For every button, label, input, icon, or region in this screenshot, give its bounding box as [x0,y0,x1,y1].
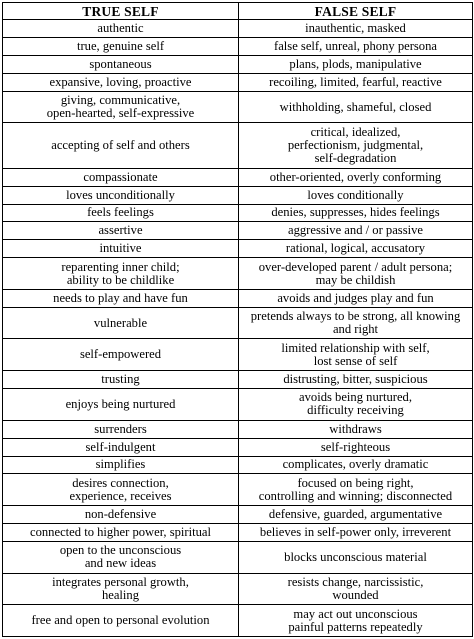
table-row [3,420,473,438]
false-self-cell [239,258,473,290]
false-self-cell [239,307,473,339]
false-self-cell [239,456,473,474]
false-self-text: self-righteous [320,439,391,454]
true-self-text: reparenting inner child; ability to be childlike [61,259,180,287]
true-self-text: desires connection, experience, receives [69,475,172,503]
table-row [3,573,473,605]
true-self-text: self-indulgent [85,439,156,454]
true-self-cell [3,186,239,204]
false-self-cell [239,37,473,55]
true-self-text: accepting of self and others [51,138,190,152]
false-self-text: defensive, guarded, argumentative [268,507,443,522]
true-self-cell [3,524,239,542]
true-self-cell [3,20,239,38]
false-self-cell [239,20,473,38]
table-body [3,20,473,637]
table-row [3,371,473,389]
false-self-text: rational, logical, accusatory [285,241,426,256]
true-self-text: simplifies [95,457,146,472]
table-row [3,55,473,73]
table-row [3,258,473,290]
false-self-cell [239,389,473,421]
table-row [3,605,473,637]
table-row [3,222,473,240]
true-self-text: feels feelings [87,205,154,220]
table-row [3,541,473,573]
false-self-cell [239,204,473,222]
table-row [3,524,473,542]
false-self-text: withdraws [329,421,382,436]
false-self-text: loves conditionally [307,187,404,202]
false-self-text: focused on being right, controlling and winning; disconnected [258,475,453,503]
false-self-text: pretends always to be strong, all knowing and right [250,309,461,337]
true-self-text: needs to play and have fun [53,290,188,305]
false-self-text: recoiling, limited, fearful, reactive [269,74,442,89]
true-false-self-table [2,2,473,637]
false-self-cell [239,73,473,91]
table-row [3,456,473,474]
true-self-cell [3,307,239,339]
false-self-cell [239,339,473,371]
true-self-cell [3,168,239,186]
true-self-cell [3,339,239,371]
table-row [3,506,473,524]
table-row [3,204,473,222]
false-self-cell [239,438,473,456]
false-self-text: false self, unreal, phony persona [274,38,437,53]
true-self-text: intuitive [99,241,142,256]
table-row [3,438,473,456]
true-self-text: expansive, loving, proactive [49,74,192,89]
table-row [3,240,473,258]
table-row [3,339,473,371]
table-row [3,91,473,123]
table-row [3,37,473,55]
false-self-cell [239,524,473,542]
false-self-text: aggressive and / or passive [288,223,423,238]
table-row [3,123,473,168]
false-self-cell [239,240,473,258]
false-self-cell [239,55,473,73]
false-self-cell [239,506,473,524]
false-self-text: complicates, overly dramatic [282,457,429,472]
header-false-self: FALSE SELF [239,3,473,20]
true-self-cell [3,541,239,573]
true-self-text: spontaneous [89,56,152,71]
false-self-text: withholding, shameful, closed [279,99,432,114]
false-self-cell [239,91,473,123]
true-self-text: compassionate [83,169,158,184]
true-self-text: trusting [101,372,140,387]
true-self-text: authentic [97,20,144,35]
true-self-cell [3,222,239,240]
table-row [3,307,473,339]
true-self-cell [3,123,239,168]
header-true-self: TRUE SELF [3,3,239,20]
true-self-cell [3,55,239,73]
true-self-cell [3,573,239,605]
true-self-text: surrenders [94,421,147,436]
true-self-cell [3,506,239,524]
true-self-text: self-empowered [79,347,162,362]
false-self-cell [239,420,473,438]
false-self-cell [239,186,473,204]
table-row [3,168,473,186]
true-self-cell [3,73,239,91]
false-self-text: distrusting, bitter, suspicious [283,372,428,387]
false-self-cell [239,168,473,186]
false-self-text: may act out unconscious painful patterns repeatedly [288,606,423,634]
false-self-cell [239,541,473,573]
true-self-cell [3,37,239,55]
true-self-cell [3,204,239,222]
true-self-cell [3,456,239,474]
false-self-text: blocks unconscious material [284,549,427,564]
true-self-text: open to the unconscious and new ideas [59,543,182,571]
false-self-text: believes in self-power only, irreverent [259,524,452,539]
false-self-text: resists change, narcissistic, wounded [287,574,424,602]
true-self-text: enjoys being nurtured [65,396,176,411]
true-self-text: vulnerable [93,315,148,330]
true-self-text: free and open to personal evolution [31,613,210,628]
true-self-cell [3,389,239,421]
comparison-table-container [2,2,472,637]
false-self-cell [239,123,473,168]
table-row [3,186,473,204]
false-self-text: plans, plods, manipulative [289,56,422,71]
false-self-cell [239,222,473,240]
true-self-cell [3,371,239,389]
false-self-text: denies, suppresses, hides feelings [271,205,440,220]
table-row [3,474,473,506]
table-row [3,389,473,421]
true-self-cell [3,474,239,506]
true-self-text: connected to higher power, spiritual [30,524,211,539]
false-self-text: critical, idealized, perfectionism, judgmental, self-degradation [287,125,424,165]
true-self-text: integrates personal growth, healing [52,574,189,602]
true-self-cell [3,420,239,438]
false-self-cell [239,474,473,506]
true-self-cell [3,289,239,307]
true-self-text: assertive [98,223,143,238]
false-self-cell [239,573,473,605]
true-self-cell [3,240,239,258]
table-row [3,73,473,91]
true-self-text: giving, communicative, open-hearted, self-expressive [46,93,195,120]
false-self-text: avoids being nurtured, difficulty receiving [299,390,412,418]
true-self-cell [3,438,239,456]
true-self-cell [3,91,239,123]
header-row [3,3,473,20]
false-self-cell [239,605,473,637]
false-self-text: over-developed parent / adult persona; may be childish [258,259,453,287]
false-self-cell [239,289,473,307]
true-self-cell [3,605,239,637]
true-self-text: loves unconditionally [66,187,175,202]
true-self-text: true, genuine self [76,38,165,53]
false-self-text: avoids and judges play and fun [277,290,434,305]
table-row [3,289,473,307]
false-self-cell [239,371,473,389]
table-row [3,20,473,38]
true-self-cell [3,258,239,290]
false-self-text: limited relationship with self, lost sense of self [281,340,430,368]
false-self-text: inauthentic, masked [305,20,406,35]
true-self-text: non-defensive [84,507,157,522]
false-self-text: other-oriented, overly conforming [269,169,442,184]
